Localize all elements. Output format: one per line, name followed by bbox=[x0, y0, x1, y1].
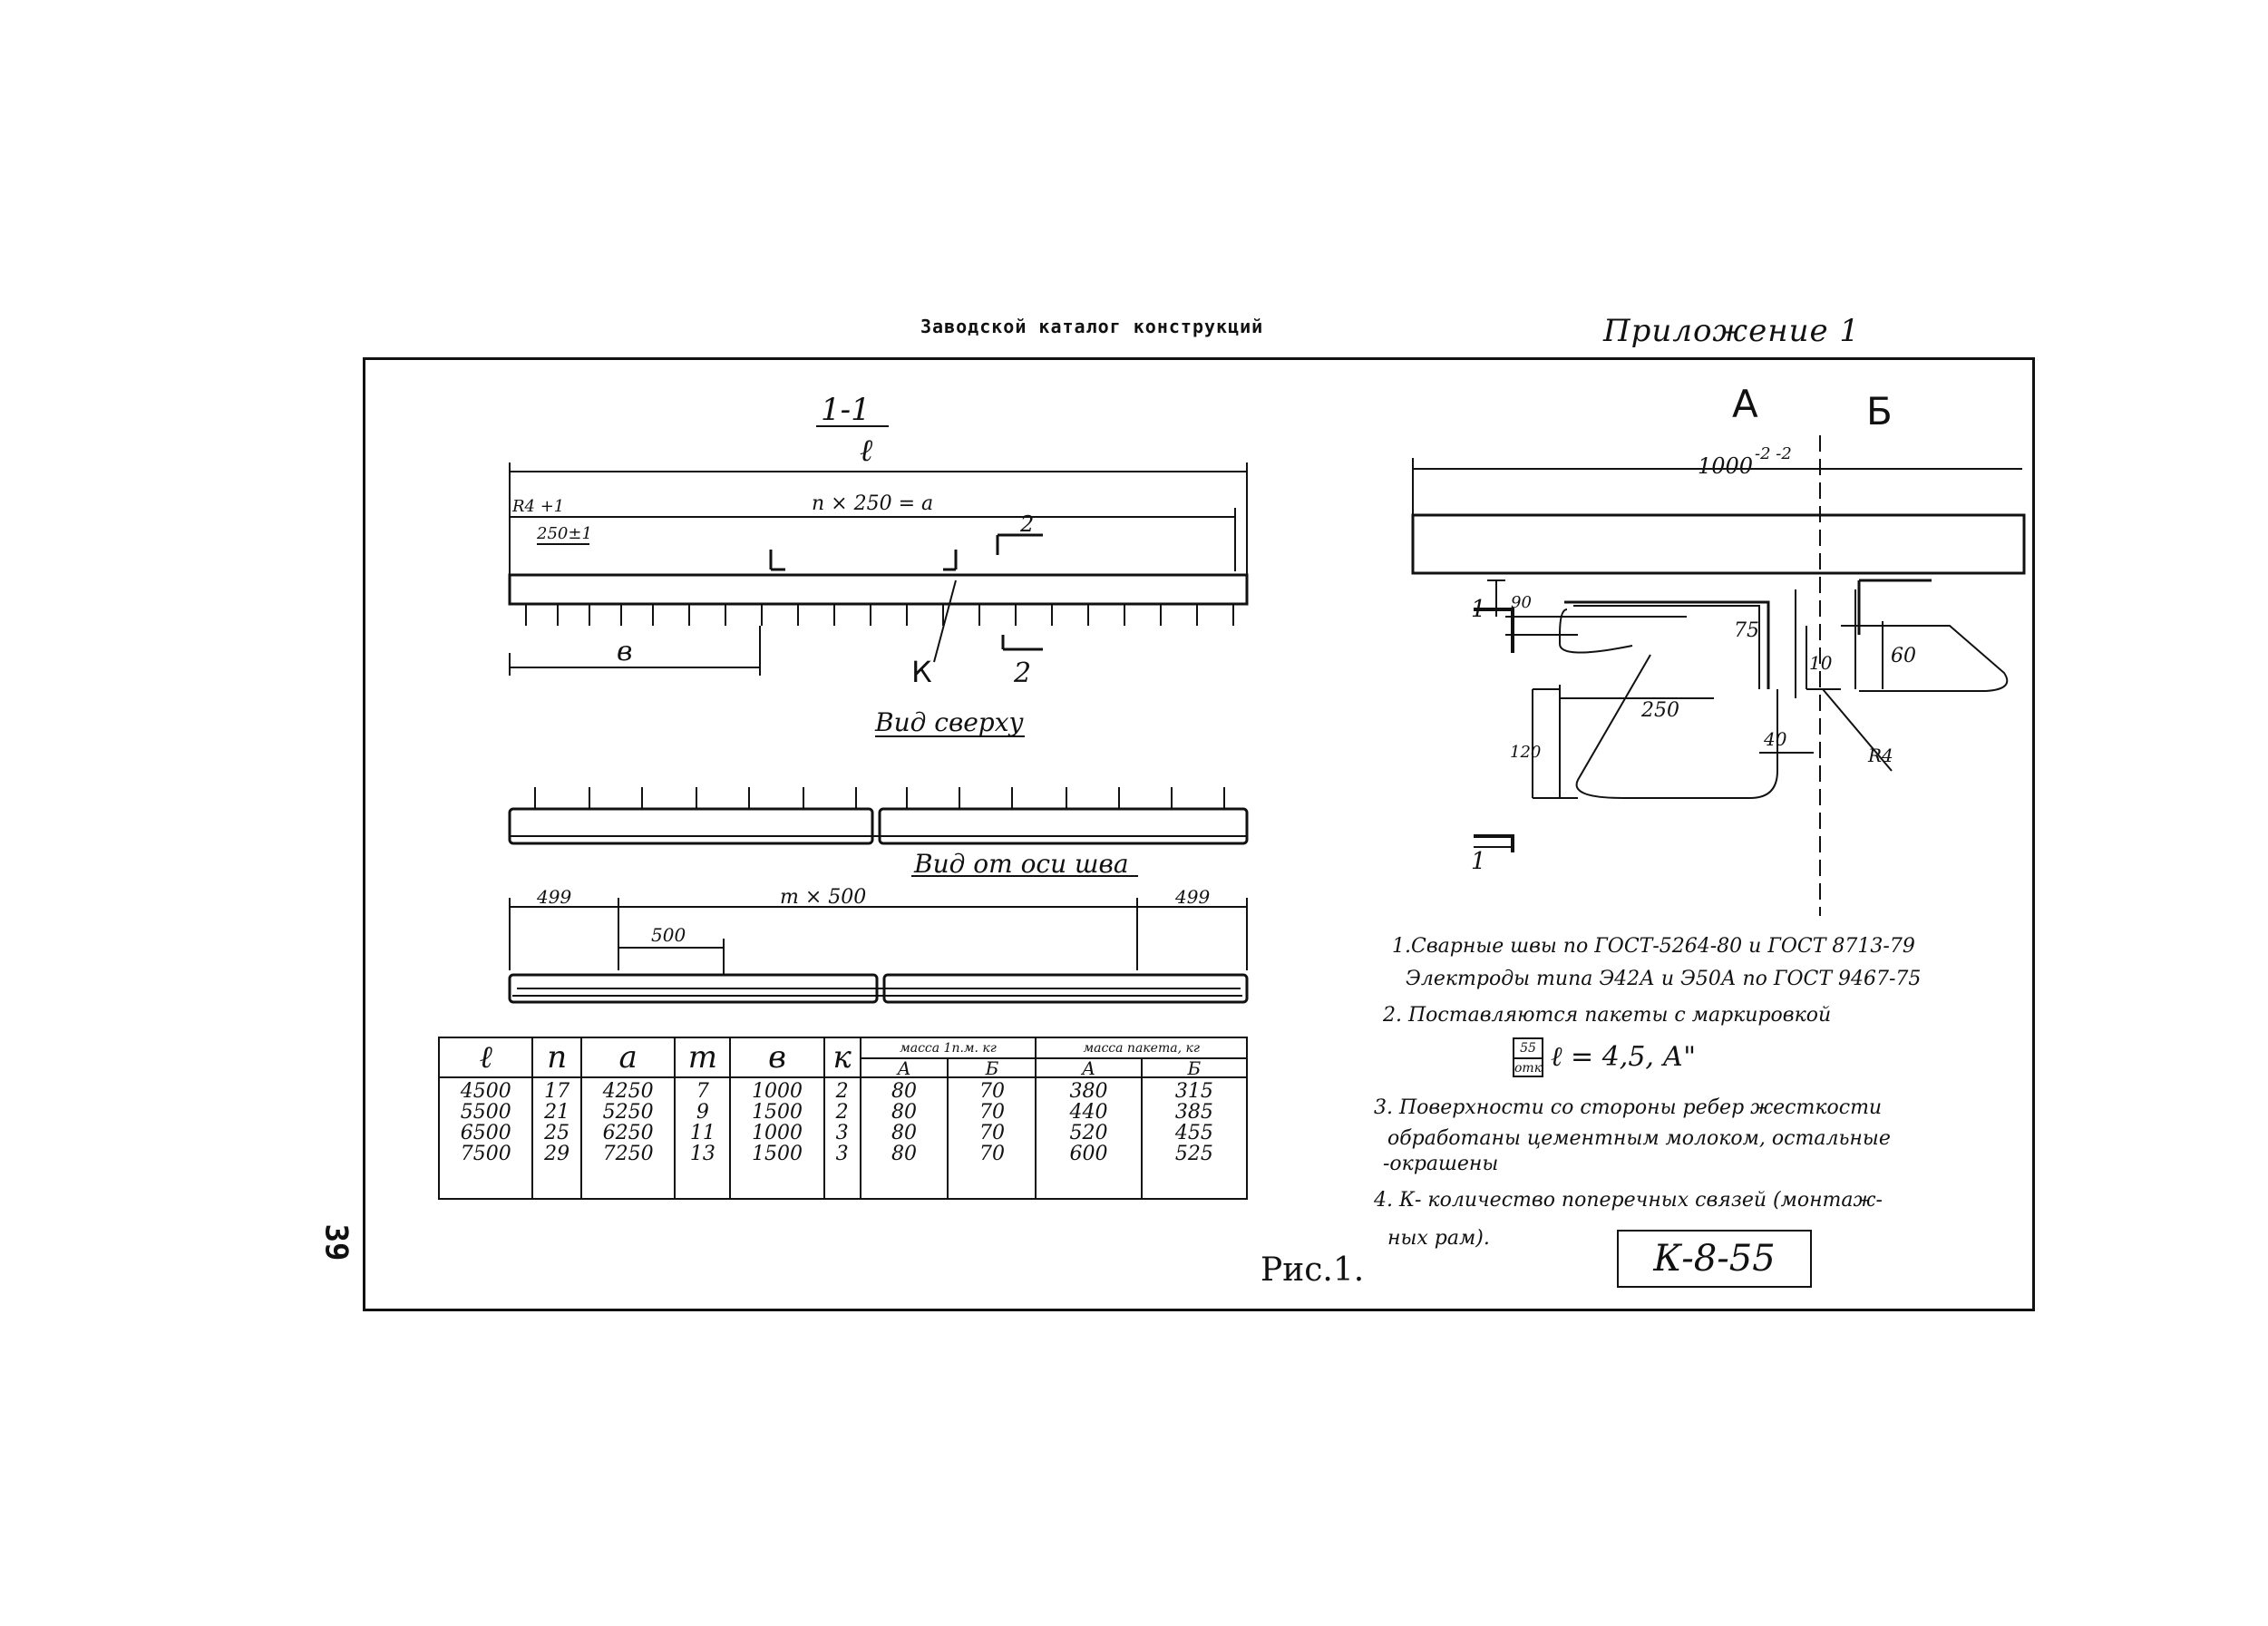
dim-250: 250 bbox=[1641, 699, 1679, 722]
axis-a: А bbox=[1732, 382, 1758, 426]
sheet-mark: К-8-55 bbox=[1617, 1230, 1812, 1288]
sub-b1: Б bbox=[948, 1058, 1036, 1077]
page-number: 39 bbox=[317, 1223, 355, 1261]
package-mark-top: 55 bbox=[1514, 1039, 1542, 1059]
table-cell: 1000 1500 1000 1500 bbox=[730, 1077, 823, 1199]
sub-a1: А bbox=[861, 1058, 949, 1077]
seam-dim-step: 500 bbox=[651, 924, 686, 946]
col-m: m bbox=[675, 1037, 730, 1077]
sub-b2: Б bbox=[1142, 1058, 1247, 1077]
table-cell: 315 385 455 525 bbox=[1142, 1077, 1247, 1199]
table-cell: 4250 5250 6250 7250 bbox=[581, 1077, 675, 1199]
dim-60: 60 bbox=[1891, 645, 1916, 667]
note-2: 2. Поставляются пакеты с маркировкой bbox=[1383, 1004, 1832, 1027]
col-v: в bbox=[730, 1037, 823, 1077]
seam-view-title: Вид от оси шва bbox=[914, 849, 1129, 879]
col-a: a bbox=[581, 1037, 675, 1077]
seam-dim-left: 499 bbox=[537, 886, 572, 908]
weld-label: R4 bbox=[1868, 745, 1893, 766]
top-view-title: Вид сверху bbox=[875, 707, 1024, 737]
dim-40: 40 bbox=[1764, 728, 1787, 750]
figure-label: Рис.1. bbox=[1261, 1251, 1365, 1289]
dim-10: 10 bbox=[1809, 652, 1833, 674]
section2-label: 2 bbox=[1020, 511, 1035, 537]
dim-120: 120 bbox=[1510, 743, 1542, 762]
table-cell: 17 21 25 29 bbox=[532, 1077, 580, 1199]
detail-width-tol: -2 -2 bbox=[1755, 444, 1792, 463]
axis-b: Б bbox=[1866, 389, 1893, 433]
section-title: 1-1 bbox=[821, 392, 871, 428]
spacing-small: 250±1 bbox=[537, 524, 592, 543]
catalog-title: Заводской каталог конструкций bbox=[920, 316, 1264, 337]
table-cell: 380 440 520 600 bbox=[1036, 1077, 1141, 1199]
table-cell: 70 70 70 70 bbox=[948, 1077, 1036, 1199]
table-cell: 80 80 80 80 bbox=[861, 1077, 949, 1199]
sub-a2: А bbox=[1036, 1058, 1141, 1077]
note-4a: 4. К- количество поперечных связей (монтаж- bbox=[1374, 1189, 1883, 1212]
table-cell: 4500 5500 6500 7500 bbox=[439, 1077, 532, 1199]
col-mass: масса 1п.м. кг bbox=[861, 1037, 1037, 1058]
specs-table bbox=[438, 1037, 1248, 1200]
cut-top: 1 bbox=[1471, 596, 1486, 623]
col-pack: масса пакета, кг bbox=[1036, 1037, 1247, 1058]
dim-90: 90 bbox=[1511, 593, 1532, 612]
dim-75: 75 bbox=[1734, 619, 1759, 642]
package-mark-bottom: отк bbox=[1514, 1061, 1543, 1076]
formula-label: n × 250 = a bbox=[812, 492, 934, 515]
k-label: К bbox=[911, 655, 932, 689]
detail-width: 1000 bbox=[1698, 453, 1754, 479]
section2-bottom: 2 bbox=[1014, 657, 1032, 689]
col-n: n bbox=[532, 1037, 580, 1077]
length-label: ℓ bbox=[860, 433, 873, 469]
note-2b: ℓ = 4,5, А" bbox=[1551, 1041, 1697, 1073]
width-label: в bbox=[617, 636, 633, 667]
table-body bbox=[439, 1077, 1247, 1199]
note-4b: ных рам). bbox=[1387, 1227, 1490, 1250]
appendix-label: Приложение 1 bbox=[1603, 313, 1861, 349]
col-k: к bbox=[824, 1037, 861, 1077]
note-1a: 1.Сварные швы по ГОСТ-5264-80 и ГОСТ 8713-79 bbox=[1392, 935, 1915, 958]
table-cell: 2 2 3 3 bbox=[824, 1077, 861, 1199]
seam-dim-mid: m × 500 bbox=[780, 886, 867, 909]
seam-dim-right: 499 bbox=[1175, 886, 1211, 908]
cut-bottom: 1 bbox=[1471, 848, 1486, 875]
package-mark bbox=[1513, 1037, 1543, 1077]
note-3b: обработаны цементным молоком, остальные bbox=[1387, 1127, 1891, 1150]
note-3a: 3. Поверхности со стороны ребер жесткости bbox=[1374, 1096, 1883, 1119]
cap-spec: R4 +1 bbox=[512, 497, 565, 516]
note-3c: -окрашены bbox=[1383, 1153, 1499, 1175]
table-cell: 7 9 11 13 bbox=[675, 1077, 730, 1199]
note-1b: Электроды типа Э42А и Э50А по ГОСТ 9467-75 bbox=[1406, 968, 1922, 990]
col-l: ℓ bbox=[439, 1037, 532, 1077]
